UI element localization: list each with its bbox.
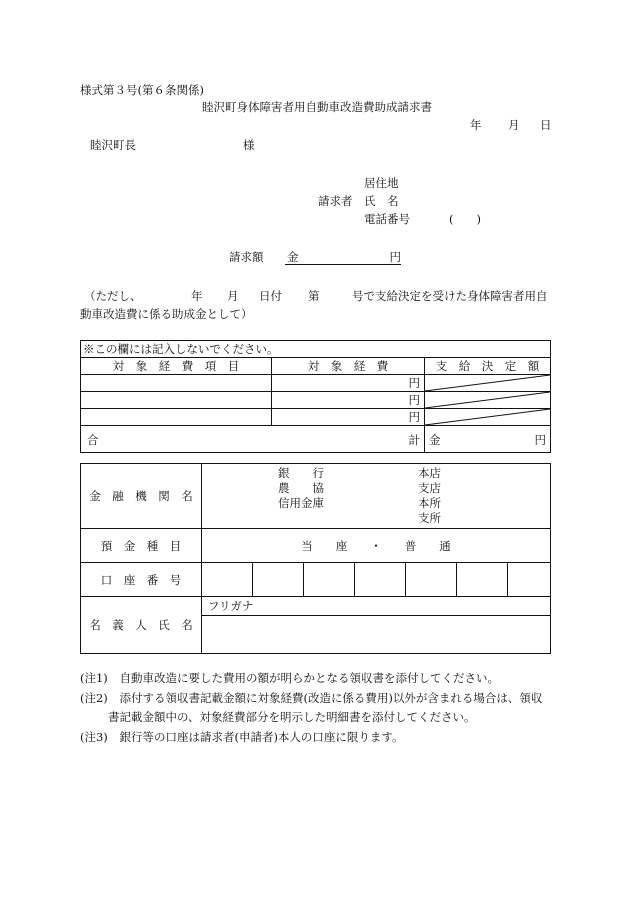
header-expense-item: 対 象 経 費 項 目: [81, 358, 272, 375]
decision-cell-disabled: [425, 392, 551, 409]
table-row: [81, 409, 551, 426]
deposit-label: 預 金 種 目: [81, 529, 202, 563]
branch-head-office: 本所: [418, 496, 441, 510]
date-year: 年: [470, 118, 482, 132]
claimant-role: 請求者: [318, 194, 353, 208]
furigana-field[interactable]: [202, 597, 551, 616]
total-right-char: 計: [408, 433, 420, 447]
expense-amount-cell[interactable]: 円: [272, 409, 425, 426]
bank-type-coop: 農 協: [278, 481, 324, 495]
account-label: 口 座 番 号: [81, 563, 202, 597]
total-row: [81, 426, 551, 453]
document-title: 睦沢町身体障害者用自動車改造費助成請求書: [202, 100, 432, 114]
date-day: 日: [540, 118, 552, 132]
date-month: 月: [508, 118, 520, 132]
decision-cell-disabled: [425, 409, 551, 426]
branch-office: 支所: [418, 511, 441, 525]
expense-amount-cell[interactable]: 円: [272, 375, 425, 392]
total-amount-prefix: 金: [429, 433, 441, 447]
institution-label: 金 融 機 関 名: [81, 464, 202, 529]
note-3: [80, 729, 404, 746]
proviso-year: 年: [191, 289, 203, 303]
proviso-month: 月: [227, 289, 239, 303]
proviso-line2: 動車改造費に係る助成金として）: [80, 307, 253, 321]
form-number: 様式第３号(第６条関係): [80, 83, 204, 97]
note-1-text: 自動車改造に要した費用の額が明らかとなる領収書を添付してください。: [119, 671, 499, 685]
branch-types: [418, 466, 441, 526]
account-digit-cell[interactable]: [508, 563, 551, 597]
amount-unit: 円: [389, 250, 401, 264]
holder-name-field[interactable]: [202, 616, 551, 654]
proviso-rest: 号で支給決定を受けた身体障害者用自: [352, 289, 548, 303]
amount-field[interactable]: [285, 249, 401, 265]
phone-label: 電話番号: [364, 212, 410, 226]
addressee: 睦沢町長: [90, 138, 136, 152]
total-amount-unit: 円: [534, 433, 546, 447]
address-label: 居住地: [364, 176, 399, 190]
account-digit-cell[interactable]: [457, 563, 508, 597]
note-3-mark: (注3): [80, 730, 108, 744]
total-amount-cell: [425, 426, 551, 453]
bank-table: [80, 463, 551, 654]
table-caption: ※この欄には記入しないでください。: [81, 341, 551, 358]
expense-item-cell[interactable]: [81, 409, 272, 426]
header-expense-amount: 対 象 経 費: [272, 358, 425, 375]
amount-label: 請求額: [229, 250, 264, 264]
table-row: [81, 375, 551, 392]
note-2-text: 添付する領収書記載金額に対象経費(改造に係る費用)以外が含まれる場合は、領収: [119, 691, 543, 705]
total-label-cell: [81, 426, 425, 453]
institution-field[interactable]: [202, 464, 551, 529]
decision-cell-disabled: [425, 375, 551, 392]
account-digit-cell[interactable]: [355, 563, 406, 597]
account-digit-cell[interactable]: [304, 563, 355, 597]
account-digit-cell[interactable]: [406, 563, 457, 597]
bank-type-credit: 信用金庫: [278, 496, 324, 510]
expense-table: [80, 340, 551, 453]
bank-names: [278, 466, 324, 511]
holder-label: 名 義 人 氏 名: [81, 597, 202, 654]
branch-head: 本店: [418, 466, 441, 480]
note-2: [80, 690, 542, 707]
expense-amount-cell[interactable]: 円: [272, 392, 425, 409]
proviso-open: （ただし、: [84, 289, 142, 303]
furigana-label: フリガナ: [208, 599, 254, 614]
note-2-cont: 書記載金額中の、対象経費部分を明示した明細書を添付してください。: [108, 710, 476, 724]
deposit-options[interactable]: 当 座 ・ 普 通: [202, 529, 551, 563]
account-digit-cell[interactable]: [253, 563, 304, 597]
branch-branch: 支店: [418, 481, 441, 495]
amount-prefix: 金: [287, 250, 299, 264]
expense-item-cell[interactable]: [81, 375, 272, 392]
honorific: 様: [243, 138, 255, 152]
account-digit-cell[interactable]: [202, 563, 253, 597]
header-decision-amount: 支 給 決 定 額: [425, 358, 551, 375]
note-1: [80, 670, 499, 687]
bank-type-bank: 銀 行: [278, 466, 324, 480]
proviso-no: 第: [308, 289, 320, 303]
name-label: 氏 名: [364, 194, 399, 208]
note-2-mark: (注2): [80, 691, 108, 705]
phone-parens: ( ): [449, 212, 481, 226]
total-left-char: 合: [87, 433, 99, 447]
expense-item-cell[interactable]: [81, 392, 272, 409]
note-1-mark: (注1): [80, 671, 108, 685]
note-3-text: 銀行等の口座は請求者(申請者)本人の口座に限ります。: [119, 730, 404, 744]
table-row: [81, 392, 551, 409]
proviso-day: 日付: [259, 289, 282, 303]
